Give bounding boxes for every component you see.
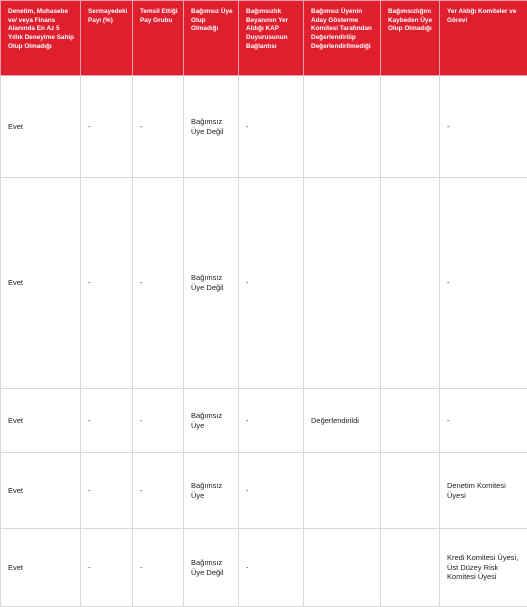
header-kap-link: Bağımsızlık Beyanının Yer Aldığı KAP Duyurusunun Bağlantısı	[239, 1, 304, 76]
cell-kap-link: -	[239, 529, 304, 607]
cell-independent: Bağımsız Üye Değil	[184, 76, 239, 178]
cell-capital-share: -	[81, 389, 133, 453]
cell-committees: -	[440, 178, 527, 389]
cell-independent: Bağımsız Üye	[184, 453, 239, 529]
cell-experience: Evet	[1, 529, 81, 607]
cell-kap-link: -	[239, 178, 304, 389]
cell-lost-independence	[381, 178, 440, 389]
table-row	[1, 76, 527, 178]
cell-independent: Bağımsız Üye Değil	[184, 529, 239, 607]
table-header-row	[1, 1, 527, 76]
cell-lost-independence	[381, 389, 440, 453]
header-capital-share: Sermayedeki Payı (%)	[81, 1, 133, 76]
cell-experience: Evet	[1, 76, 81, 178]
cell-share-group: -	[133, 76, 184, 178]
cell-capital-share: -	[81, 453, 133, 529]
cell-lost-independence	[381, 76, 440, 178]
header-experience: Denetim, Muhasebe ve/ veya Finans Alanında En Az 5 Yıllık Deneyime Sahip Olup Olmadığı	[1, 1, 81, 76]
header-nomination-review: Bağımsız Üyenin Aday Gösterme Komitesi Tarafından Değerlendirilip Değerlendirilmediği	[304, 1, 381, 76]
table-row	[1, 178, 527, 389]
cell-share-group: -	[133, 453, 184, 529]
header-committees: Yer Aldığı Komiteler ve Görevi	[440, 1, 527, 76]
cell-nomination-review	[304, 529, 381, 607]
cell-kap-link: -	[239, 389, 304, 453]
cell-share-group: -	[133, 529, 184, 607]
cell-nomination-review: Değerlendirildi	[304, 389, 381, 453]
cell-independent: Bağımsız Üye	[184, 389, 239, 453]
cell-capital-share: -	[81, 178, 133, 389]
cell-committees: Kredi Komitesi Üyesi, Üst Düzey Risk Komitesi Üyesi	[440, 529, 527, 607]
cell-capital-share: -	[81, 529, 133, 607]
table-row	[1, 529, 527, 607]
cell-nomination-review	[304, 178, 381, 389]
cell-nomination-review	[304, 76, 381, 178]
cell-committees: Denetim Komitesi Üyesi	[440, 453, 527, 529]
header-share-group: Temsil Ettiği Pay Grubu	[133, 1, 184, 76]
table-row	[1, 389, 527, 453]
cell-experience: Evet	[1, 389, 81, 453]
cell-lost-independence	[381, 529, 440, 607]
cell-kap-link: -	[239, 76, 304, 178]
cell-independent: Bağımsız Üye Değil	[184, 178, 239, 389]
cell-lost-independence	[381, 453, 440, 529]
cell-experience: Evet	[1, 178, 81, 389]
header-lost-independence: Bağımsızlığını Kaybeden Üye Olup Olmadığı	[381, 1, 440, 76]
cell-committees: -	[440, 76, 527, 178]
table-row	[1, 453, 527, 529]
cell-share-group: -	[133, 178, 184, 389]
cell-share-group: -	[133, 389, 184, 453]
cell-kap-link: -	[239, 453, 304, 529]
header-independent: Bağımsız Üye Olup Olmadığı	[184, 1, 239, 76]
cell-nomination-review	[304, 453, 381, 529]
cell-experience: Evet	[1, 453, 81, 529]
cell-committees: -	[440, 389, 527, 453]
cell-capital-share: -	[81, 76, 133, 178]
